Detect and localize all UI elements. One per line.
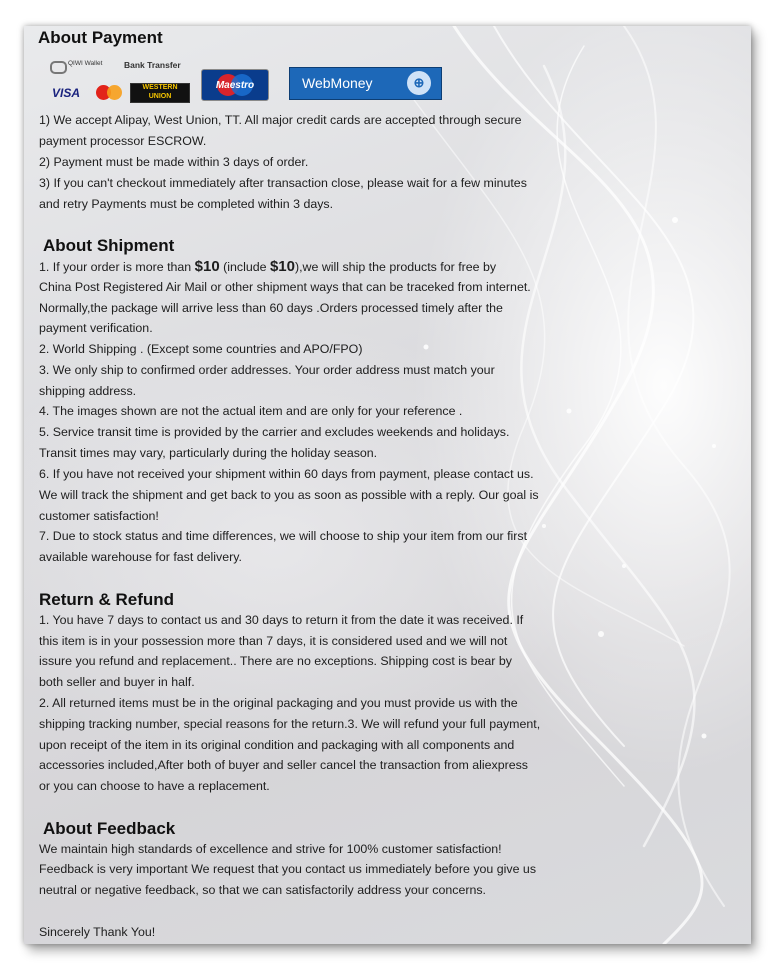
price-amount: $10	[194, 258, 220, 275]
shipment-line: 1. If your order is more than $10 (include $10),we will ship the products for free by	[39, 258, 497, 275]
bank-transfer-logo: Bank Transfer	[124, 60, 181, 70]
refund-line: upon receipt of the item in its original condition and packaging with all components and	[39, 738, 515, 752]
payment-line: 1) We accept Alipay, West Union, TT. All major credit cards are accepted through secure	[39, 113, 522, 127]
shipment-line: 6. If you have not received your shipment within 60 days from payment, please contact us.	[39, 467, 534, 481]
shipment-line: available warehouse for fast delivery.	[39, 550, 242, 564]
shipment-line: 2. World Shipping . (Except some countries and APO/FPO)	[39, 342, 363, 356]
shipment-line: payment verification.	[39, 321, 153, 335]
payment-line: 2) Payment must be made within 3 days of order.	[39, 155, 309, 169]
price-amount: $10	[269, 258, 295, 275]
feedback-heading: About Feedback	[43, 819, 176, 838]
refund-heading: Return & Refund	[39, 590, 175, 609]
webmoney-logo: WebMoney ⊕	[289, 67, 442, 100]
payment-line: and retry Payments must be completed within 3 days.	[39, 197, 334, 211]
shipment-line: customer satisfaction!	[39, 509, 159, 523]
visa-logo: VISA	[52, 86, 81, 100]
payment-heading: About Payment	[38, 28, 163, 47]
refund-line: or you can choose to have a replacement.	[39, 779, 270, 793]
feedback-line: neutral or negative feedback, so that we can satisfactorily address your concerns.	[39, 883, 486, 897]
shipment-line: 3. We only ship to confirmed order addresses. Your order address must match your	[39, 363, 495, 377]
shipment-line: Normally,the package will arrive less than 60 days .Orders processed timely after the	[39, 301, 503, 315]
shipment-line: China Post Registered Air Mail or other shipment ways that can be traceked from internet.	[39, 280, 531, 294]
mastercard-logo	[94, 85, 128, 100]
maestro-logo: Maestro	[201, 69, 269, 101]
refund-line: 1. You have 7 days to contact us and 30 days to return it from the date it was received. If	[39, 613, 524, 627]
payment-line: 3) If you can't checkout immediately after transaction close, please wait for a few minutes	[39, 176, 527, 190]
shipment-line: shipping address.	[39, 384, 137, 398]
shipment-line: 7. Due to stock status and time differences, we will choose to ship your item from our first	[39, 529, 528, 543]
payment-line: payment processor ESCROW.	[39, 134, 207, 148]
refund-line: this item is in your possession more than 7 days, it is considered used and we will not	[39, 634, 508, 648]
policy-card	[24, 26, 751, 944]
refund-line: both seller and buyer in half.	[39, 675, 195, 689]
shipment-line: Transit times may vary, particularly during the holiday season.	[39, 446, 378, 460]
shipment-line: 4. The images shown are not the actual item and are only for your reference .	[39, 404, 463, 418]
refund-line: issure you refund and replacement.. There are no exceptions. Shipping cost is bear by	[39, 654, 512, 668]
closing-text: Sincerely Thank You!	[39, 925, 156, 939]
refund-line: accessories included,After both of buyer and seller cancel the transaction from aliexpress	[39, 758, 528, 772]
western-union-logo: WESTERN UNION	[130, 83, 190, 103]
feedback-line: Feedback is very important We request that you contact us immediately before you give us	[39, 862, 537, 876]
shipment-heading: About Shipment	[43, 236, 175, 255]
shipment-line: We will track the shipment and get back to you as soon as possible with a reply. Our goal is	[39, 488, 539, 502]
shipment-line: 5. Service transit time is provided by the carrier and excludes weekends and holidays.	[39, 425, 510, 439]
refund-line: 2. All returned items must be in the original packaging and you must provide us with the	[39, 696, 518, 710]
refund-line: shipping tracking number, special reasons for the return.3. We will refund your full payment,	[39, 717, 541, 731]
globe-icon: ⊕	[407, 71, 431, 95]
qiwi-wallet-logo: QIWI Wallet	[50, 58, 110, 76]
feedback-line: We maintain high standards of excellence and strive for 100% customer satisfaction!	[39, 842, 502, 856]
